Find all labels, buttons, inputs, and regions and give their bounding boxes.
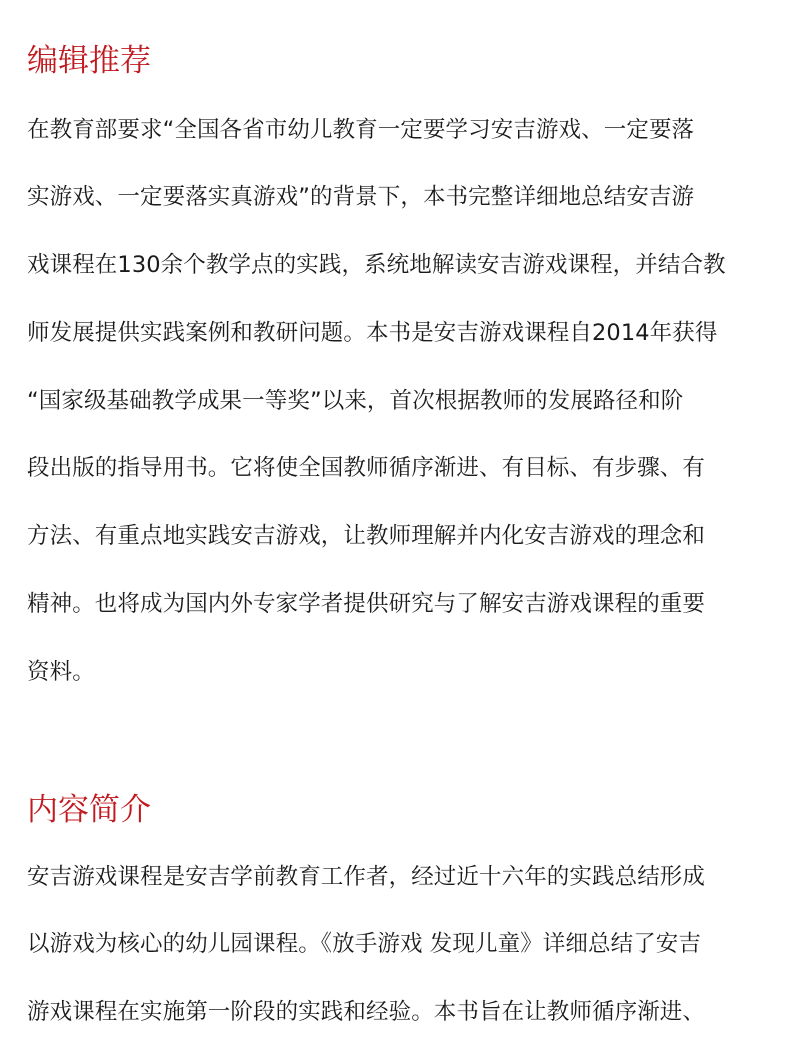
paragraph-line: 游戏课程在实施第一阶段的实践和经验。本书旨在让教师循序渐进、 [27,999,706,1025]
paragraph-line: 戏课程在130余个教学点的实践，系统地解读安吉游戏课程，并结合教 [27,252,726,278]
paragraph-line: 方法、有重点地实践安吉游戏，让教师理解并内化安吉游戏的理念和 [27,523,706,549]
paragraph-line: 以游戏为核心的幼儿园课程。《放手游戏 发现儿童》详细总结了安吉 [27,931,702,957]
paragraph-line: 在教育部要求“全国各省市幼儿教育一定要学习安吉游戏、一定要落 [27,117,695,143]
paragraph-line: “国家级基础教学成果一等奖”以来，首次根据教师的发展路径和阶 [27,388,684,414]
section-title-editor-recommendation: 编辑推荐 [27,43,151,79]
section-title-introduction: 内容简介 [27,792,151,828]
paragraph-line: 精神。也将成为国内外专家学者提供研究与了解安吉游戏课程的重要 [27,591,706,617]
paragraph-line: 师发展提供实践案例和教研问题。本书是安吉游戏课程自2014年获得 [27,320,718,346]
paragraph-line: 段出版的指导用书。它将使全国教师循序渐进、有目标、有步骤、有 [27,455,706,481]
paragraph-line: 实游戏、一定要落实真游戏”的背景下，本书完整详细地总结安吉游 [27,184,695,210]
paragraph-line: 资料。 [27,659,95,685]
paragraph-line: 安吉游戏课程是安吉学前教育工作者，经过近十六年的实践总结形成 [27,864,706,890]
